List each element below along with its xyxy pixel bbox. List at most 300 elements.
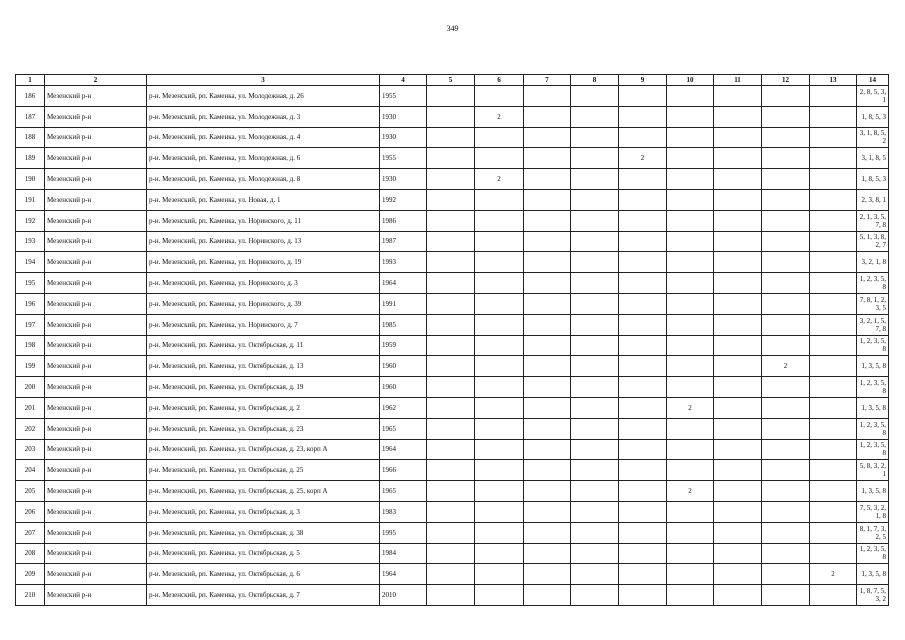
col8-cell [571, 273, 619, 294]
col8-cell [571, 397, 619, 418]
col11-cell [714, 501, 762, 522]
col14-cell: 1, 2, 3, 5, 8 [857, 418, 889, 439]
year-cell: 2010 [380, 585, 427, 606]
table-row [16, 335, 889, 356]
col14-cell: 5, 1, 3, 8, 2, 7 [857, 231, 889, 252]
address-cell: р-н. Мезенский, рп. Каменка, ул. Октябрьская, д. 23 [147, 418, 380, 439]
col5-cell [427, 481, 475, 502]
col12-cell [762, 231, 810, 252]
col6-cell: 2 [475, 106, 524, 127]
row-number-cell: 197 [16, 314, 45, 335]
district-cell: Мезенский р-н [45, 460, 147, 481]
col9-cell [619, 397, 667, 418]
col13-cell [810, 501, 857, 522]
col7-cell [524, 522, 571, 543]
row-number-cell: 199 [16, 356, 45, 377]
header-cell: 5 [427, 75, 475, 86]
col12-cell [762, 397, 810, 418]
district-cell: Мезенский р-н [45, 314, 147, 335]
col10-cell [667, 189, 714, 210]
row-number-cell: 208 [16, 543, 45, 564]
col9-cell [619, 439, 667, 460]
table-row [16, 148, 889, 169]
col7-cell [524, 148, 571, 169]
col7-cell [524, 460, 571, 481]
col13-cell [810, 252, 857, 273]
district-cell: Мезенский р-н [45, 210, 147, 231]
col13-cell [810, 397, 857, 418]
year-cell: 1960 [380, 377, 427, 398]
row-number-cell: 206 [16, 501, 45, 522]
col14-cell: 1, 2, 3, 5, 8 [857, 273, 889, 294]
col14-cell: 1, 2, 3, 5, 8 [857, 377, 889, 398]
col13-cell [810, 543, 857, 564]
header-row [16, 75, 889, 86]
col12-cell [762, 585, 810, 606]
header-cell: 1 [16, 75, 45, 86]
col7-cell [524, 585, 571, 606]
col12-cell [762, 460, 810, 481]
col13-cell [810, 106, 857, 127]
col10-cell [667, 439, 714, 460]
row-number-cell: 198 [16, 335, 45, 356]
district-cell: Мезенский р-н [45, 189, 147, 210]
address-cell: р-н. Мезенский, рп. Каменка, ул. Норинского, д. 3 [147, 273, 380, 294]
year-cell: 1955 [380, 148, 427, 169]
col12-cell [762, 293, 810, 314]
address-cell: р-н. Мезенский, рп. Каменка, ул. Норинского, д. 19 [147, 252, 380, 273]
table-row [16, 127, 889, 148]
col9-cell [619, 273, 667, 294]
col9-cell [619, 106, 667, 127]
col14-cell: 1, 2, 3, 5, 8 [857, 335, 889, 356]
row-number-cell: 195 [16, 273, 45, 294]
col11-cell [714, 106, 762, 127]
col11-cell [714, 293, 762, 314]
col7-cell [524, 86, 571, 107]
col8-cell [571, 460, 619, 481]
col12-cell [762, 564, 810, 585]
header-cell: 13 [810, 75, 857, 86]
district-cell: Мезенский р-н [45, 543, 147, 564]
col11-cell [714, 314, 762, 335]
district-cell: Мезенский р-н [45, 335, 147, 356]
district-cell: Мезенский р-н [45, 252, 147, 273]
table-row [16, 86, 889, 107]
col14-cell: 2, 1, 3, 5, 7, 8 [857, 210, 889, 231]
header-cell: 7 [524, 75, 571, 86]
col13-cell [810, 439, 857, 460]
district-cell: Мезенский р-н [45, 169, 147, 190]
address-cell: р-н. Мезенский, рп. Каменка, ул. Октябрьская, д. 2 [147, 397, 380, 418]
col6-cell [475, 418, 524, 439]
col11-cell [714, 522, 762, 543]
col5-cell [427, 273, 475, 294]
col14-cell: 3, 2, 1, 8 [857, 252, 889, 273]
col13-cell: 2 [810, 564, 857, 585]
col11-cell [714, 252, 762, 273]
year-cell: 1992 [380, 189, 427, 210]
col5-cell [427, 501, 475, 522]
col5-cell [427, 335, 475, 356]
year-cell: 1962 [380, 397, 427, 418]
col7-cell [524, 481, 571, 502]
col6-cell [475, 522, 524, 543]
col8-cell [571, 86, 619, 107]
col12-cell [762, 127, 810, 148]
col11-cell [714, 210, 762, 231]
row-number-cell: 203 [16, 439, 45, 460]
col10-cell [667, 564, 714, 585]
col14-cell: 1, 2, 3, 5, 8 [857, 543, 889, 564]
col7-cell [524, 335, 571, 356]
table-row [16, 231, 889, 252]
header-cell: 2 [45, 75, 147, 86]
col8-cell [571, 377, 619, 398]
col14-cell: 3, 1, 8, 5, 2 [857, 127, 889, 148]
col7-cell [524, 169, 571, 190]
table-row [16, 585, 889, 606]
col11-cell [714, 439, 762, 460]
row-number-cell: 196 [16, 293, 45, 314]
header-cell: 11 [714, 75, 762, 86]
address-cell: р-н. Мезенский, рп. Каменка, ул. Норинского, д. 11 [147, 210, 380, 231]
col10-cell [667, 543, 714, 564]
col8-cell [571, 418, 619, 439]
col11-cell [714, 460, 762, 481]
col12-cell [762, 273, 810, 294]
district-cell: Мезенский р-н [45, 418, 147, 439]
col7-cell [524, 356, 571, 377]
col11-cell [714, 335, 762, 356]
col6-cell [475, 460, 524, 481]
address-cell: р-н. Мезенский, рп. Каменка, ул. Молодежная, д. 4 [147, 127, 380, 148]
table-body [16, 86, 889, 606]
year-cell: 1983 [380, 501, 427, 522]
col10-cell [667, 106, 714, 127]
col6-cell [475, 585, 524, 606]
col13-cell [810, 377, 857, 398]
col9-cell [619, 252, 667, 273]
col14-cell: 3, 2, 1, 5, 7, 8 [857, 314, 889, 335]
col5-cell [427, 189, 475, 210]
col6-cell [475, 335, 524, 356]
col8-cell [571, 293, 619, 314]
col6-cell [475, 501, 524, 522]
year-cell: 1987 [380, 231, 427, 252]
col12-cell [762, 210, 810, 231]
address-cell: р-н. Мезенский, рп. Каменка, ул. Молодежная, д. 3 [147, 106, 380, 127]
col6-cell [475, 481, 524, 502]
col8-cell [571, 127, 619, 148]
district-cell: Мезенский р-н [45, 273, 147, 294]
col12-cell [762, 377, 810, 398]
col10-cell [667, 127, 714, 148]
row-number-cell: 193 [16, 231, 45, 252]
col13-cell [810, 231, 857, 252]
col8-cell [571, 252, 619, 273]
col5-cell [427, 522, 475, 543]
col14-cell: 1, 2, 3, 5, 8 [857, 439, 889, 460]
table-row [16, 189, 889, 210]
year-cell: 1960 [380, 356, 427, 377]
col12-cell [762, 106, 810, 127]
address-cell: р-н. Мезенский, рп. Каменка, ул. Октябрьская, д. 38 [147, 522, 380, 543]
address-cell: р-н. Мезенский, рп. Каменка, ул. Новая, д. 1 [147, 189, 380, 210]
col12-cell [762, 148, 810, 169]
year-cell: 1984 [380, 543, 427, 564]
col5-cell [427, 585, 475, 606]
district-cell: Мезенский р-н [45, 522, 147, 543]
col12-cell [762, 86, 810, 107]
col11-cell [714, 148, 762, 169]
col8-cell [571, 335, 619, 356]
col9-cell [619, 564, 667, 585]
row-number-cell: 207 [16, 522, 45, 543]
col14-cell: 1, 3, 5, 8 [857, 564, 889, 585]
col9-cell [619, 189, 667, 210]
table-row [16, 439, 889, 460]
address-cell: р-н. Мезенский, рп. Каменка, ул. Октябрьская, д. 6 [147, 564, 380, 585]
col7-cell [524, 564, 571, 585]
table-row [16, 293, 889, 314]
col10-cell [667, 522, 714, 543]
row-number-cell: 186 [16, 86, 45, 107]
col9-cell [619, 293, 667, 314]
col9-cell [619, 460, 667, 481]
col9-cell [619, 169, 667, 190]
col10-cell [667, 585, 714, 606]
address-cell: р-н. Мезенский, рп. Каменка, ул. Молодежная, д. 8 [147, 169, 380, 190]
col9-cell [619, 481, 667, 502]
col13-cell [810, 481, 857, 502]
col7-cell [524, 439, 571, 460]
table-row [16, 273, 889, 294]
col9-cell: 2 [619, 148, 667, 169]
col6-cell [475, 439, 524, 460]
district-cell: Мезенский р-н [45, 585, 147, 606]
district-cell: Мезенский р-н [45, 481, 147, 502]
row-number-cell: 202 [16, 418, 45, 439]
col7-cell [524, 314, 571, 335]
col13-cell [810, 585, 857, 606]
col5-cell [427, 314, 475, 335]
table-row [16, 564, 889, 585]
col5-cell [427, 106, 475, 127]
col12-cell [762, 169, 810, 190]
col6-cell [475, 148, 524, 169]
col6-cell [475, 356, 524, 377]
col6-cell: 2 [475, 169, 524, 190]
col8-cell [571, 564, 619, 585]
col12-cell [762, 501, 810, 522]
table-row [16, 501, 889, 522]
col5-cell [427, 460, 475, 481]
col13-cell [810, 127, 857, 148]
col6-cell [475, 564, 524, 585]
col14-cell: 5, 8, 3, 2, 1 [857, 460, 889, 481]
col9-cell [619, 418, 667, 439]
col8-cell [571, 169, 619, 190]
col10-cell [667, 335, 714, 356]
col5-cell [427, 377, 475, 398]
address-cell: р-н. Мезенский, рп. Каменка, ул. Октябрьская, д. 5 [147, 543, 380, 564]
col9-cell [619, 543, 667, 564]
col12-cell [762, 252, 810, 273]
col5-cell [427, 543, 475, 564]
col8-cell [571, 481, 619, 502]
col8-cell [571, 231, 619, 252]
col13-cell [810, 210, 857, 231]
year-cell: 1930 [380, 127, 427, 148]
col14-cell: 2, 3, 8, 1 [857, 189, 889, 210]
col12-cell [762, 439, 810, 460]
table-row [16, 543, 889, 564]
col14-cell: 7, 5, 3, 2, 1, 8 [857, 501, 889, 522]
col10-cell [667, 460, 714, 481]
col11-cell [714, 397, 762, 418]
year-cell: 1964 [380, 564, 427, 585]
row-number-cell: 194 [16, 252, 45, 273]
col11-cell [714, 564, 762, 585]
col5-cell [427, 397, 475, 418]
col5-cell [427, 418, 475, 439]
col9-cell [619, 210, 667, 231]
year-cell: 1985 [380, 314, 427, 335]
year-cell: 1991 [380, 293, 427, 314]
col9-cell [619, 231, 667, 252]
col14-cell: 8, 1, 7, 3, 2, 5 [857, 522, 889, 543]
table-row [16, 522, 889, 543]
col6-cell [475, 252, 524, 273]
col5-cell [427, 439, 475, 460]
col10-cell [667, 148, 714, 169]
col8-cell [571, 314, 619, 335]
col11-cell [714, 127, 762, 148]
year-cell: 1930 [380, 169, 427, 190]
col6-cell [475, 377, 524, 398]
year-cell: 1955 [380, 86, 427, 107]
col6-cell [475, 314, 524, 335]
col9-cell [619, 501, 667, 522]
col13-cell [810, 273, 857, 294]
col7-cell [524, 501, 571, 522]
col13-cell [810, 522, 857, 543]
col9-cell [619, 522, 667, 543]
col14-cell: 7, 8, 1, 2, 3, 5 [857, 293, 889, 314]
col9-cell [619, 585, 667, 606]
col11-cell [714, 231, 762, 252]
district-cell: Мезенский р-н [45, 439, 147, 460]
header-cell: 10 [667, 75, 714, 86]
col12-cell: 2 [762, 356, 810, 377]
col14-cell: 2, 8, 5, 3, 1 [857, 86, 889, 107]
col7-cell [524, 377, 571, 398]
col7-cell [524, 210, 571, 231]
col11-cell [714, 86, 762, 107]
col6-cell [475, 210, 524, 231]
table-row [16, 210, 889, 231]
col10-cell [667, 273, 714, 294]
header-cell: 6 [475, 75, 524, 86]
col14-cell: 1, 8, 7, 5, 3, 2 [857, 585, 889, 606]
address-cell: р-н. Мезенский, рп. Каменка, ул. Октябрьская, д. 7 [147, 585, 380, 606]
district-cell: Мезенский р-н [45, 231, 147, 252]
row-number-cell: 205 [16, 481, 45, 502]
district-cell: Мезенский р-н [45, 106, 147, 127]
col8-cell [571, 189, 619, 210]
col8-cell [571, 439, 619, 460]
col7-cell [524, 106, 571, 127]
col10-cell [667, 86, 714, 107]
col7-cell [524, 231, 571, 252]
page-number: 349 [446, 24, 459, 33]
district-cell: Мезенский р-н [45, 397, 147, 418]
col8-cell [571, 543, 619, 564]
col11-cell [714, 356, 762, 377]
col14-cell: 1, 3, 5, 8 [857, 481, 889, 502]
col11-cell [714, 543, 762, 564]
district-cell: Мезенский р-н [45, 356, 147, 377]
col10-cell [667, 169, 714, 190]
col12-cell [762, 189, 810, 210]
col12-cell [762, 522, 810, 543]
col8-cell [571, 356, 619, 377]
district-cell: Мезенский р-н [45, 293, 147, 314]
col9-cell [619, 314, 667, 335]
row-number-cell: 201 [16, 397, 45, 418]
col14-cell: 1, 3, 5, 8 [857, 397, 889, 418]
col12-cell [762, 543, 810, 564]
header-cell: 4 [380, 75, 427, 86]
col14-cell: 1, 8, 5, 3 [857, 169, 889, 190]
address-cell: р-н. Мезенский, рп. Каменка, ул. Октябрьская, д. 23, корп А [147, 439, 380, 460]
col10-cell [667, 210, 714, 231]
table-row [16, 460, 889, 481]
col10-cell [667, 293, 714, 314]
col13-cell [810, 418, 857, 439]
col10-cell [667, 418, 714, 439]
col5-cell [427, 169, 475, 190]
col6-cell [475, 86, 524, 107]
col13-cell [810, 356, 857, 377]
col12-cell [762, 418, 810, 439]
col7-cell [524, 543, 571, 564]
row-number-cell: 209 [16, 564, 45, 585]
row-number-cell: 204 [16, 460, 45, 481]
header-cell: 8 [571, 75, 619, 86]
address-cell: р-н. Мезенский, рп. Каменка, ул. Норинского, д. 7 [147, 314, 380, 335]
col10-cell [667, 231, 714, 252]
table-row [16, 356, 889, 377]
col13-cell [810, 314, 857, 335]
col8-cell [571, 210, 619, 231]
col10-cell [667, 501, 714, 522]
col10-cell: 2 [667, 481, 714, 502]
district-cell: Мезенский р-н [45, 86, 147, 107]
col8-cell [571, 585, 619, 606]
row-number-cell: 192 [16, 210, 45, 231]
district-cell: Мезенский р-н [45, 148, 147, 169]
table-row [16, 252, 889, 273]
col9-cell [619, 377, 667, 398]
row-number-cell: 210 [16, 585, 45, 606]
header-cell: 9 [619, 75, 667, 86]
district-cell: Мезенский р-н [45, 127, 147, 148]
year-cell: 1930 [380, 106, 427, 127]
year-cell: 1993 [380, 252, 427, 273]
col13-cell [810, 335, 857, 356]
